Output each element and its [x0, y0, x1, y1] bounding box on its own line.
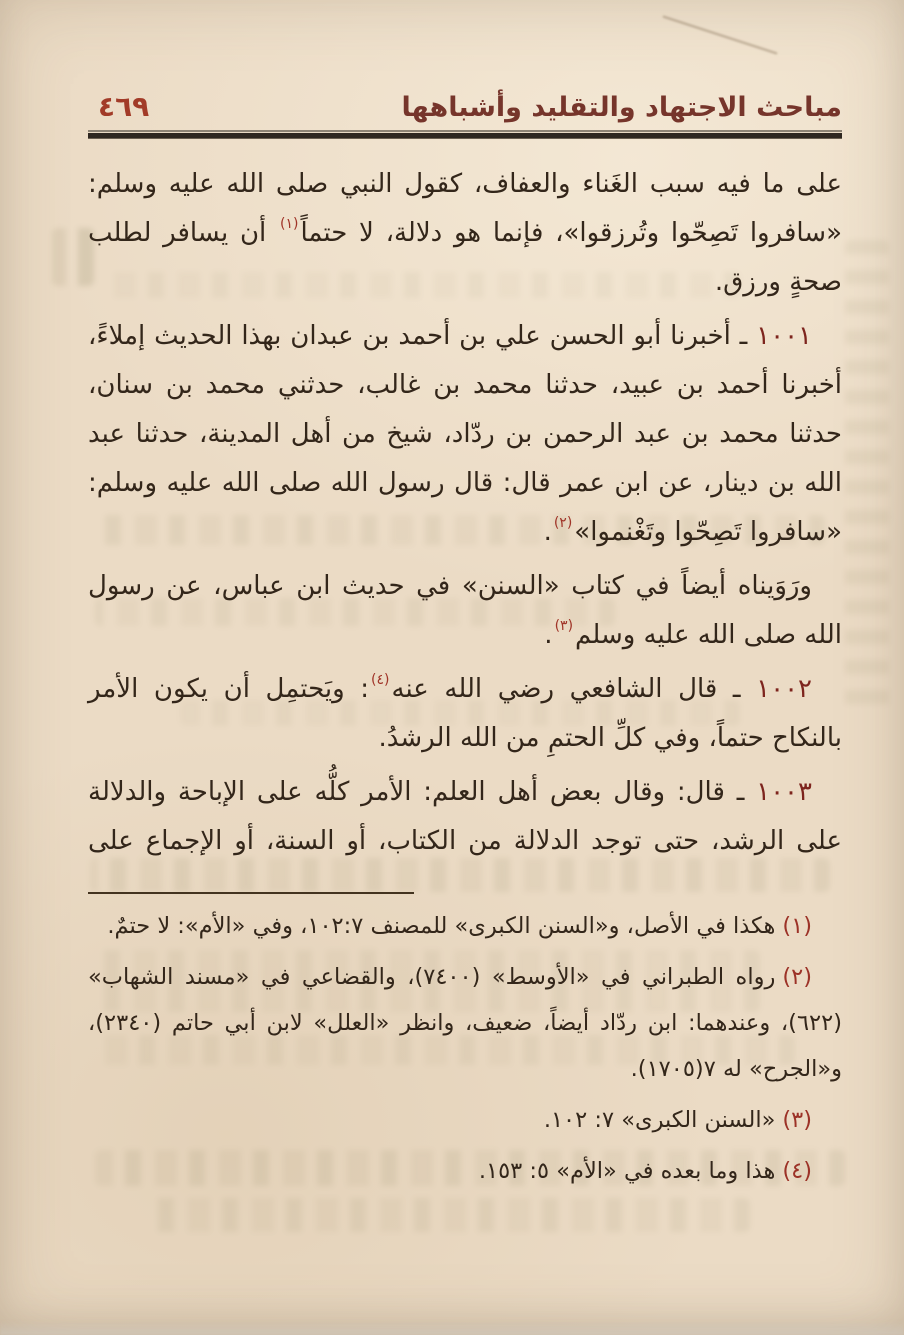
- paragraph-text: : ويَحتمِل أن يكون الأمر بالنكاح حتماً، وفي كلِّ الحتمِ من الله الرشدُ.: [88, 674, 842, 753]
- footnote-separator: [88, 892, 414, 894]
- footnote-2: [88, 954, 842, 1092]
- bleed-through-ghost: [845, 240, 889, 720]
- footnote-4: [88, 1148, 842, 1194]
- hadith-number: ١٠٠٢: [756, 674, 812, 704]
- footnote-ref-2: (٢): [553, 515, 573, 531]
- scan-scratch: [663, 16, 778, 55]
- footnote-marker: (٣): [782, 1107, 812, 1133]
- dash-separator: ـ: [724, 777, 757, 807]
- paragraph-text: على ما فيه سبب الغَناء والعفاف، كقول النبي صلى الله عليه وسلم: «سافروا تَصِحّوا وتُرزقوا»، فإنما هو دلالة، لا حتماً: [88, 169, 842, 248]
- dash-separator: ـ: [730, 321, 757, 351]
- paragraph-text: .: [543, 517, 552, 547]
- header-rule: [88, 130, 842, 139]
- paragraph-hadith-1003: [88, 768, 842, 866]
- page-header: [88, 90, 842, 123]
- footnote-text: هكذا في الأصل، و«السنن الكبرى» للمصنف ٧‏:‏١٠٢، وفي «الأم»: لا حتمٌ.: [107, 913, 776, 939]
- dash-separator: ـ: [717, 674, 757, 704]
- paragraph-rawaynah: [88, 562, 842, 660]
- footnote-text: رواه الطبراني في «الأوسط» (٧٤٠٠)، والقضاعي في «مسند الشهاب» (٦٢٢)، وعندهما: ابن ردّاد أيضاً، ضعيف، وانظر «العلل» لابن أبي حاتم (٢٣٤٠)، و«الجرح» له ٧(١٧٠٥).: [88, 964, 842, 1082]
- footnote-marker: (١): [782, 913, 812, 939]
- footnote-text: «السنن الكبرى» ٧: ١٠٢.: [543, 1107, 776, 1133]
- paragraph-text: ورَوَيناه أيضاً في كتاب «السنن» في حديث ابن عباس، عن رسول الله صلى الله عليه وسلم: [88, 571, 842, 650]
- paragraph-text: قال الشافعي رضي الله عنه: [391, 674, 718, 704]
- header-title: مباحث الاجتهاد والتقليد وأشباهها: [401, 92, 842, 123]
- footnote-marker: (٤): [782, 1158, 812, 1184]
- paragraph-text: .: [544, 620, 553, 650]
- footnote-ref-4: (٤): [371, 672, 390, 688]
- paragraph-intro: [88, 160, 842, 307]
- page-content: [88, 90, 842, 1199]
- page-number: ٤٦٩: [98, 90, 150, 123]
- paragraph-text: أن يسافر لطلب صحةٍ ورزق.: [88, 218, 842, 297]
- footnote-1: [88, 903, 842, 949]
- paragraph-text: قال: وقال بعض أهل العلم: الأمر كلُّه على الإباحة والدلالة على الرشد، حتى توجد الدلالة من الكتاب، أو السنة، أو الإجماع على: [88, 777, 842, 856]
- body-text: [88, 160, 842, 866]
- footnote-ref-3: (٣): [554, 618, 574, 634]
- footnote-3: [88, 1097, 842, 1143]
- paragraph-text: أخبرنا أبو الحسن علي بن أحمد بن عبدان بهذا الحديث إملاءً، أخبرنا أحمد بن عبيد، حدثنا محمد بن غالب، حدثني محمد بن سنان، حدثنا محمد بن عبد الرحمن بن ردّاد، شيخ من أهل المدينة، حدثنا عبد الله بن دينار، عن ابن عمر قال: قال رسول الله صلى الله عليه وسلم: «سافروا تَصِحّوا وتَغْنموا»: [88, 321, 842, 547]
- paragraph-hadith-1001: [88, 312, 842, 557]
- bleed-through-ghost: [150, 1198, 750, 1232]
- scan-bottom-edge: [0, 1321, 904, 1335]
- hadith-number: ١٠٠١: [756, 321, 812, 351]
- footnote-ref-1: (١): [280, 216, 299, 232]
- footnote-marker: (٢): [782, 964, 812, 990]
- hadith-number: ١٠٠٣: [756, 777, 812, 807]
- paragraph-hadith-1002: [88, 665, 842, 763]
- footnote-text: هذا وما بعده في «الأم» ٥: ١٥٣.: [478, 1158, 776, 1184]
- footnotes-section: [88, 903, 842, 1194]
